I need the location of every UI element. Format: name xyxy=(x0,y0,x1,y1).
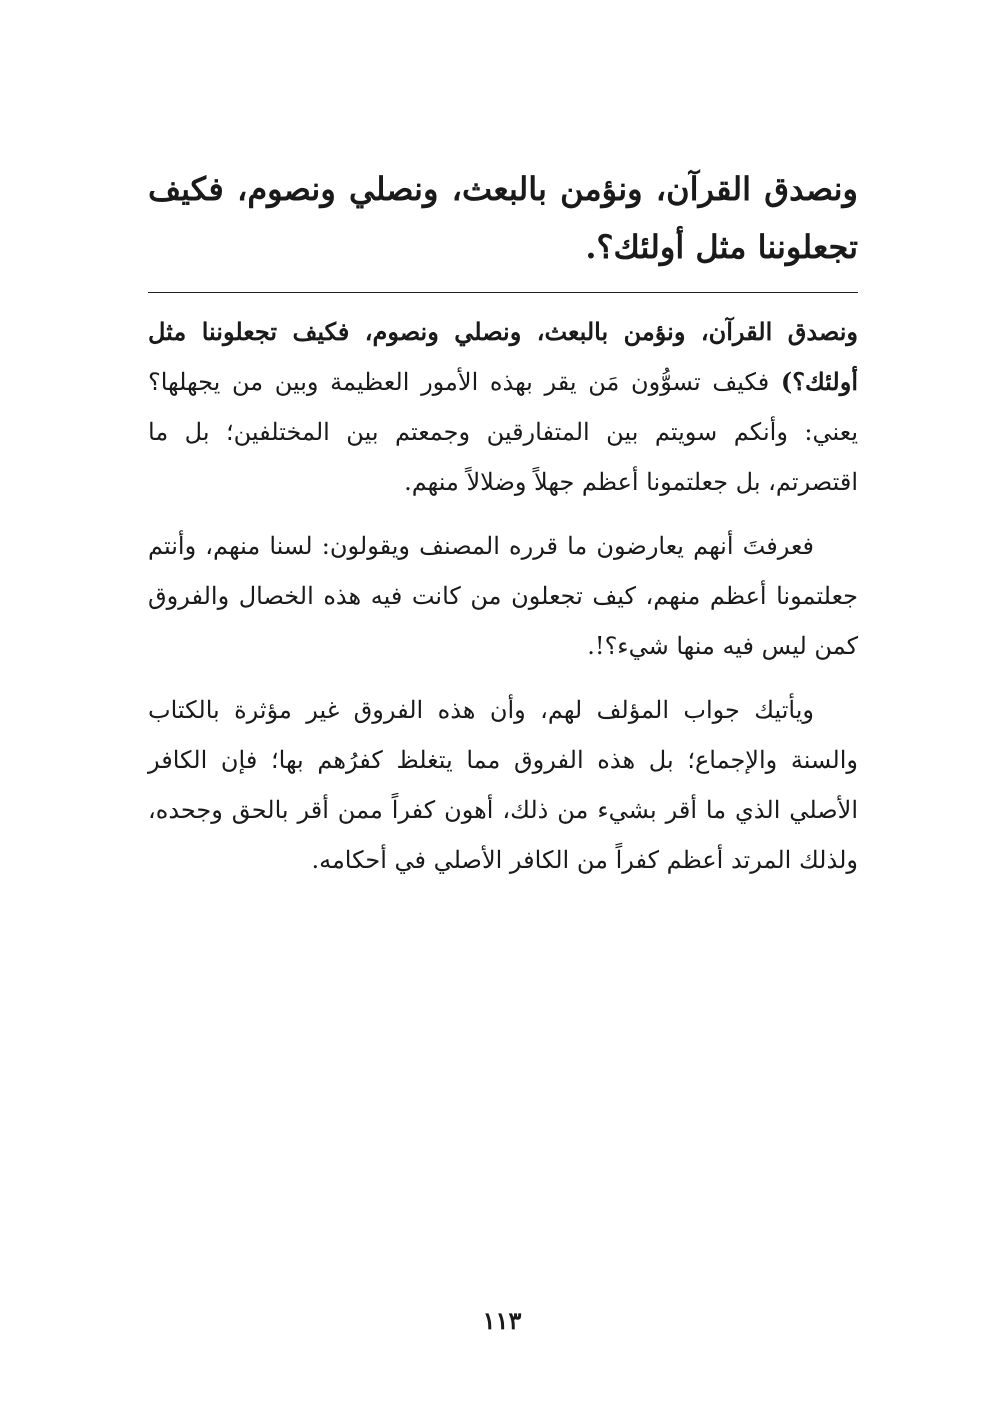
page-content xyxy=(148,160,858,899)
paragraph-1-text: فكيف تسوُّون مَن يقر بهذه الأمور العظيمة وبين من يجهلها؟ يعني: وأنكم سويتم بين المتفارقين وجمعتم بين المختلفين؛ بل ما اقتصرتم، بل جعلتمونا أعظم جهلاً وضلالاً منهم. xyxy=(148,368,858,496)
separator-line xyxy=(148,292,858,293)
commentary-paragraph-3: ويأتيك جواب المؤلف لهم، وأن هذه الفروق غير مؤثرة بالكتاب والسنة والإجماع؛ بل هذه الفروق مما يتغلظ كفرُهم بها؛ فإن الكافر الأصلي الذي ما أقر بشيء من ذلك، أهون كفراً ممن أقر بالحق وجحده، ولذلك المرتد أعظم كفراً من الكافر الأصلي في أحكامه. xyxy=(148,696,858,874)
commentary xyxy=(148,307,858,885)
commentary-paragraph-2: فعرفتَ أنهم يعارضون ما قرره المصنف ويقولون: لسنا منهم، وأنتم جعلتمونا أعظم منهم، كيف تجعلون من كانت فيه هذه الخصال والفروق كمن ليس فيه منها شيء؟!. xyxy=(148,532,858,660)
bold-quote-repeat: ونصدق القرآن، ونؤمن بالبعث، ونصلي ونصوم، فكيف تجعلوننا مثل أولئك؟) xyxy=(148,317,858,396)
commentary-paragraph-1 xyxy=(148,307,858,507)
page-number: ١١٣ xyxy=(482,1306,522,1335)
quoted-text: ونصدق القرآن، ونؤمن بالبعث، ونصلي ونصوم، فكيف تجعلوننا مثل أولئك؟. xyxy=(148,170,858,266)
